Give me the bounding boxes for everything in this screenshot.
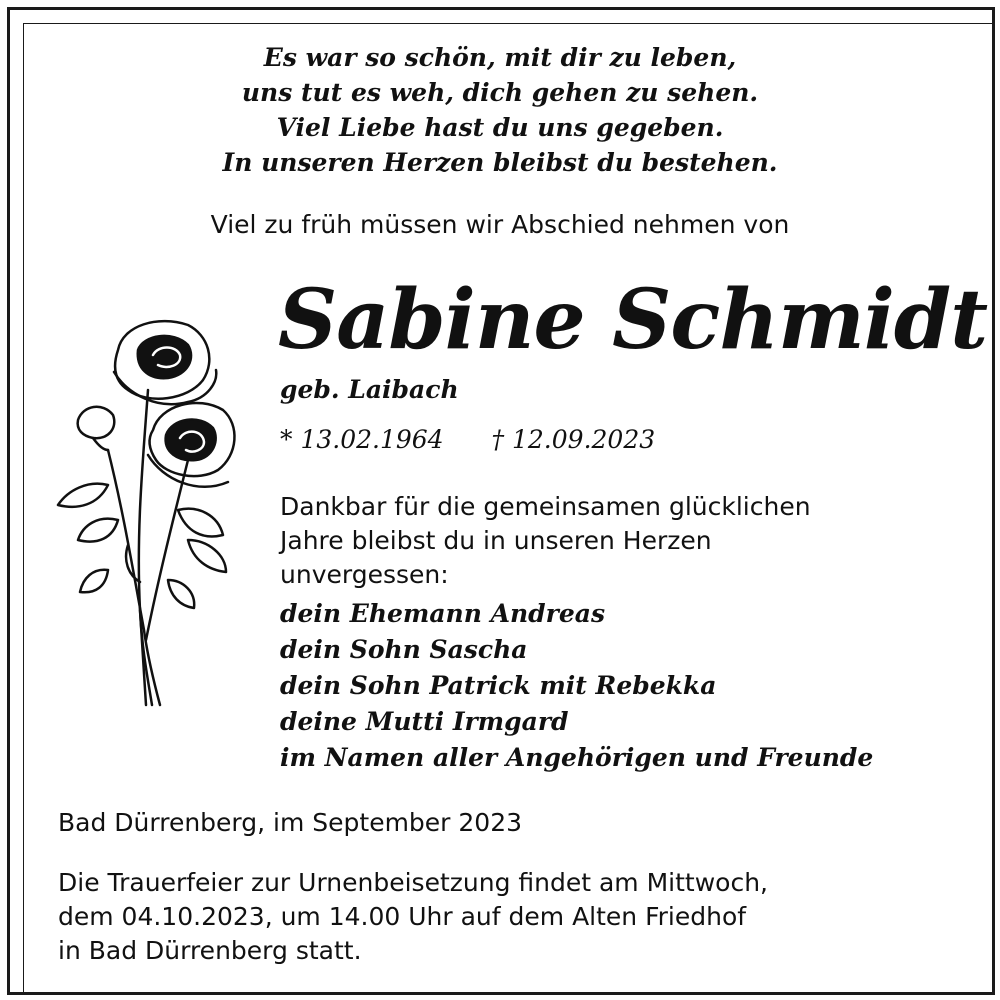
poem-line: In unseren Herzen bleibst du bestehen. — [222, 148, 778, 177]
mourners-list — [280, 596, 873, 776]
mourner: deine Mutti Irmgard — [280, 707, 569, 736]
poem-line: uns tut es weh, dich gehen zu sehen. — [241, 78, 759, 107]
thanks-text — [280, 490, 811, 592]
rose-bouquet-icon — [48, 310, 248, 710]
death-date: † 12.09.2023 — [491, 425, 656, 454]
deceased-name: Sabine Schmidt — [278, 272, 988, 368]
mourner: im Namen aller Angehörigen und Freunde — [280, 743, 874, 772]
farewell-intro: Viel zu früh müssen wir Abschied nehmen von — [210, 210, 790, 239]
ceremony-line: dem 04.10.2023, um 14.00 Uhr auf dem Alten Friedhof — [58, 902, 747, 931]
poem-line: Viel Liebe hast du uns gegeben. — [276, 113, 724, 142]
mourner: dein Sohn Sascha — [280, 635, 528, 664]
birth-name: geb. Laibach — [280, 375, 459, 404]
mourner: dein Sohn Patrick mit Rebekka — [280, 671, 717, 700]
ceremony-line: Die Trauerfeier zur Urnenbeisetzung findet am Mittwoch, — [58, 868, 768, 897]
birth-date: * 13.02.1964 — [280, 425, 444, 454]
poem-line: Es war so schön, mit dir zu leben, — [263, 43, 737, 72]
thanks-line: unvergessen: — [280, 560, 449, 589]
poem — [0, 40, 1000, 180]
life-dates — [280, 425, 695, 454]
thanks-line: Jahre bleibst du in unseren Herzen — [280, 526, 712, 555]
thanks-line: Dankbar für die gemeinsamen glücklichen — [280, 492, 811, 521]
ceremony-line: in Bad Dürrenberg statt. — [58, 936, 362, 965]
mourner: dein Ehemann Andreas — [280, 599, 606, 628]
ceremony-info — [58, 866, 768, 968]
place-and-date: Bad Dürrenberg, im September 2023 — [58, 808, 523, 837]
